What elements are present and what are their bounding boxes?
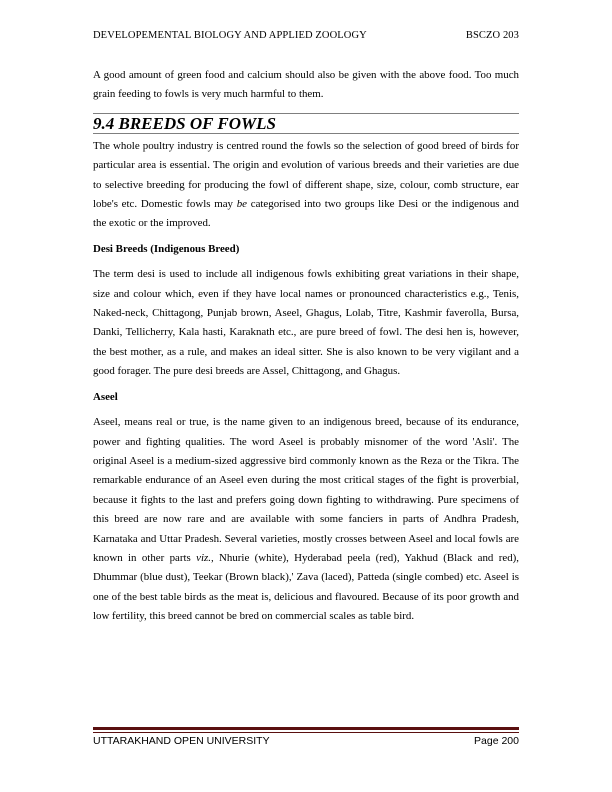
desi-breeds-heading: Desi Breeds (Indigenous Breed) <box>93 242 240 255</box>
aseel-paragraph-part-1: Aseel, means real or true, is the name given to an indigenous breed, because of its endurance, power and fighting qualities. The word Aseel is probably misnomer of the word 'Asli'. The original Aseel is a medium-sized aggressive bird commonly known as the Reza or the Tikra. The remarkable endurance of an Aseel even during the most critical stages of the fight is proverbial, because it fights to the last and prefers going down fighting to withdrawing. Pure specimens of this breed are now rare and are available with some fanciers in parts of Andhra Pradesh, Karnataka and Uttar Pradesh. Several varieties, mostly crosses between Aseel and local fowls are known in other parts <box>93 416 519 564</box>
header-course-code: BSCZO 203 <box>465 30 519 41</box>
section-heading: 9.4 BREEDS OF FOWLS <box>93 113 276 133</box>
breeds-paragraph-emphasis: be <box>236 198 247 211</box>
aseel-heading: Aseel <box>93 390 118 403</box>
page-footer <box>93 735 519 749</box>
breeds-paragraph-part-1: The whole poultry industry is centred round the fowls so the selection of good breed of birds for particular area is essential. The origin and evolution of various breeds and their varieties are due to selective breeding for producing the fowl of different shape, size, colour, comb structure, ear lobe's etc. Domestic fowls may <box>93 139 519 211</box>
intro-paragraph: A good amount of green food and calcium should also be given with the above food. Too much grain feeding to fowls is very much harmful to them. <box>93 69 519 101</box>
page-header <box>93 30 519 44</box>
section-heading-box <box>93 113 519 134</box>
page-content <box>93 66 519 627</box>
aseel-paragraph <box>93 413 519 626</box>
footer-university: UTTARAKHAND OPEN UNIVERSITY <box>93 735 270 747</box>
breeds-paragraph-part-2: categorised into two groups like Desi or the indigenous and the exotic or the improved. <box>93 198 520 230</box>
aseel-paragraph-part-2: Nhurie (white), Hyderabad peela (red), Yakhud (Black and red), Dhummar (blue dust), Teekar (Brown black),' Zava (laced), Patteda (single combed) etc. Aseel is one of the best table birds as the meat is, delicious and flavoured. Because of its poor growth and low fertility, this breed cannot be bred on commercial scales as table bird. <box>93 551 519 623</box>
aseel-paragraph-emphasis: viz., <box>196 551 214 564</box>
header-title: DEVELOPEMENTAL BIOLOGY AND APPLIED ZOOLOGY <box>93 30 367 41</box>
desi-breeds-paragraph: The term desi is used to include all indigenous fowls exhibiting great variations in their shape, size and colour which, even if they have local names or pronounced characteristics e.g., Tenis, Naked-neck, Chittagong, Punjab brown, Aseel, Ghagus, Lolab, Titre, Kashmir faverolla, Bursa, Danki, Tellicherry, Kala hasti, Karaknath etc., are pure breed of fowl. The desi hen is, however, the best mother, as a rule, and makes an ideal sitter. She is also known to be very vigilant and a good forager. The pure desi breeds are Assel, Chittagong, and Ghagus. <box>93 268 519 378</box>
footer-divider <box>93 727 519 733</box>
breeds-paragraph <box>93 137 519 234</box>
footer-page-number: Page 200 <box>474 735 519 747</box>
